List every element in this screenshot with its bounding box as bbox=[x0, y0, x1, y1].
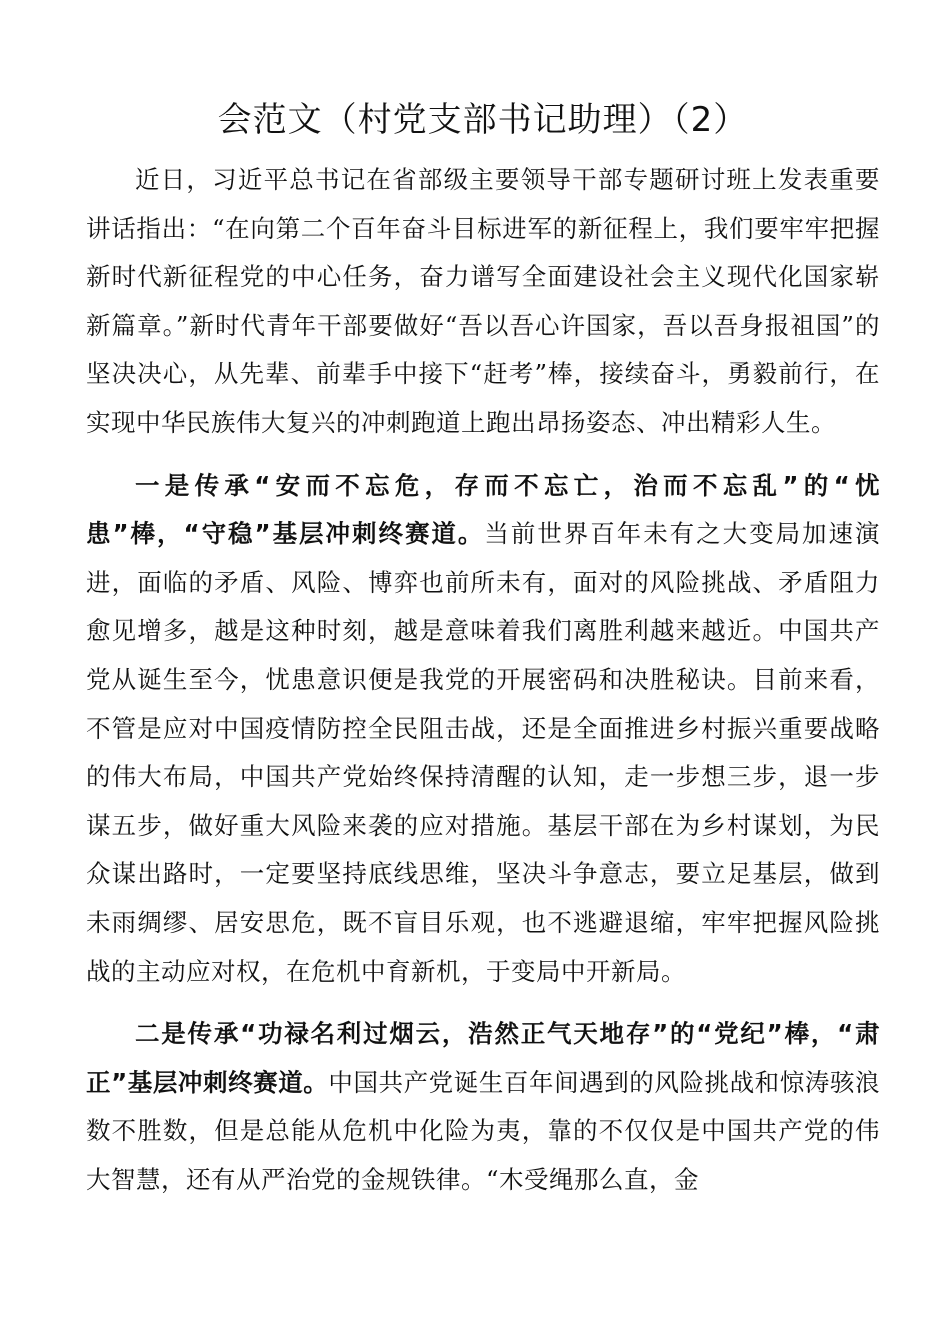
paragraph-point-one bbox=[86, 462, 880, 997]
paragraph-point-two bbox=[86, 1010, 880, 1204]
paragraph-intro bbox=[86, 156, 880, 448]
paragraph-lead-heading: 一是传承“安而不忘危，存而不忘亡，治而不忘乱”的“忧患”棒，“守稳”基层冲刺终赛道。 bbox=[86, 470, 880, 549]
paragraph-text: 当前世界百年未有之大变局加速演进，面临的矛盾、风险、博弈也前所未有，面对的风险挑战、矛盾阻力愈见增多，越是这种时刻，越是意味着我们离胜利越来越近。中国共产党从诞生至今，忧患意识便是我党的开展密码和决胜秘诀。目前来看，不管是应对中国疫情防控全民阻击战，还是全面推进乡村振兴重要战略的伟大布局，中国共产党始终保持清醒的认知，走一步想三步，退一步谋五步，做好重大风险来袭的应对措施。基层干部在为乡村谋划，为民众谋出路时，一定要坚持底线思维，坚决斗争意志，要立足基层，做到未雨绸缪、居安思危，既不盲目乐观，也不逃避退缩，牢牢把握风险挑战的主动应对权，在危机中育新机，于变局中开新局。 bbox=[86, 519, 880, 986]
document-title: 会范文（村党支部书记助理）（2） bbox=[217, 100, 749, 140]
paragraph-text: 中国共产党诞生百年间遇到的风险挑战和惊涛骇浪数不胜数，但是总能从危机中化险为夷，靠的不仅仅是中国共产党的伟大智慧，还有从严治党的金规铁律。“木受绳那么直，金 bbox=[86, 1067, 880, 1194]
paragraph-lead-heading: 二是传承“功禄名利过烟云，浩然正气天地存”的“党纪”棒，“肃正”基层冲刺终赛道。 bbox=[86, 1019, 880, 1097]
paragraph-text: 近日，习近平总书记在省部级主要领导干部专题研讨班上发表重要讲话指出：“在向第二个百年奋斗目标进军的新征程上，我们要牢牢把握新时代新征程党的中心任务，奋力谱写全面建设社会主义现代化国家崭新篇章。”新时代青年干部要做好“吾以吾心许国家，吾以吾身报祖国”的坚决决心，从先辈、前辈手中接下“赶考”棒，接续奋斗，勇毅前行，在实现中华民族伟大复兴的冲刺跑道上跑出昂扬姿态、冲出精彩人生。 bbox=[86, 165, 880, 437]
